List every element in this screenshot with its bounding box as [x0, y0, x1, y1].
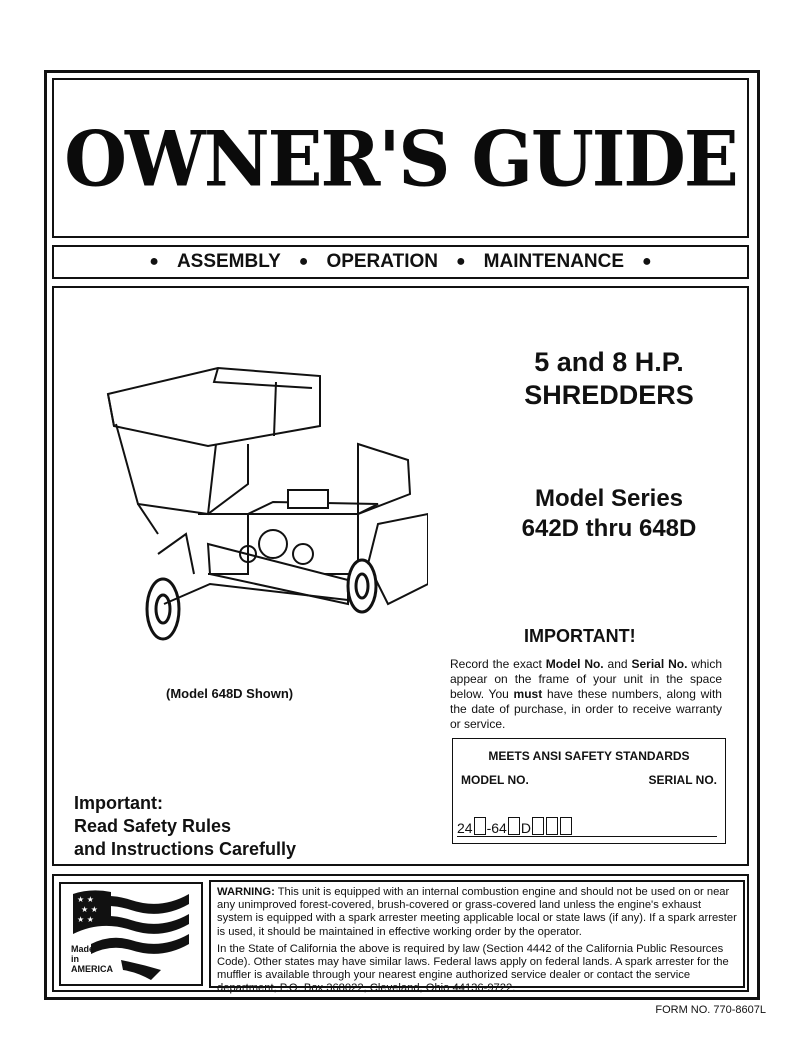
- product-type: SHREDDERS: [524, 380, 694, 410]
- svg-text:★ ★: ★ ★: [81, 905, 98, 914]
- important-heading: IMPORTANT!: [524, 626, 636, 646]
- made-line: Made: [71, 944, 95, 954]
- important-text-part: have these numbers, along with the date of purchase, in order to receive warranty or service.: [450, 687, 722, 731]
- bullet-icon: ●: [149, 253, 159, 270]
- important-text: [450, 657, 722, 732]
- bullet-icon: ●: [642, 253, 652, 270]
- safety-notice: [74, 792, 296, 861]
- model-series-heading: [494, 484, 724, 544]
- entry-box[interactable]: [560, 817, 572, 835]
- series-label: Model Series: [534, 485, 684, 512]
- important-must: must: [513, 687, 543, 701]
- made-line: in: [71, 954, 79, 964]
- svg-text:★ ★: ★ ★: [77, 915, 94, 924]
- form-number: FORM NO. 770-8607L: [655, 1004, 766, 1016]
- model-letter: D: [520, 820, 531, 836]
- important-model-no: Model No.: [545, 657, 604, 671]
- important-text-part: which appear on the frame of your unit in the space below. You: [450, 657, 722, 701]
- bullet-icon: ●: [298, 253, 309, 270]
- important-text-part: Record the exact: [450, 657, 546, 671]
- topic-assembly: ASSEMBLY: [176, 251, 281, 272]
- model-mid: -64: [486, 820, 507, 836]
- topics-band: [52, 245, 749, 279]
- important-serial-no: Serial No.: [631, 657, 688, 671]
- safety-line: Important:: [74, 793, 163, 813]
- bottom-panel: [52, 874, 749, 995]
- warning-box: [209, 880, 745, 995]
- made-line: AMERICA: [71, 964, 113, 974]
- topic-maintenance: MAINTENANCE: [483, 251, 625, 272]
- warning-paragraph: [217, 886, 737, 939]
- safety-line: Read Safety Rules: [74, 816, 232, 836]
- hp-line: 5 and 8 H.P.: [534, 347, 684, 377]
- topic-operation: OPERATION: [326, 251, 438, 272]
- entry-box[interactable]: [508, 817, 520, 835]
- model-no-label: MODEL NO.: [461, 773, 529, 787]
- ansi-heading: MEETS ANSI SAFETY STANDARDS: [488, 749, 690, 763]
- image-caption: (Model 648D Shown): [166, 686, 294, 701]
- serial-no-label: SERIAL NO.: [648, 773, 717, 787]
- warning-text: This unit is equipped with an internal combustion engine and should not be used on or near any unimproved forest-covered, brush-covered or grass-covered land unless the engine's exhaust system is equipped with a spark arrester meeting applicable local or state laws (if any). If a spark arrester is used, it should be maintained in effective working order by the operator.: [217, 886, 737, 938]
- model-serial-entry[interactable]: [457, 816, 717, 837]
- entry-box[interactable]: [532, 817, 544, 835]
- page-title: OWNER'S GUIDE: [64, 113, 737, 204]
- warning-label: WARNING:: [217, 886, 275, 898]
- made-in-america: [71, 944, 113, 974]
- bullet-icon: ●: [455, 253, 466, 270]
- series-range: 642D thru 648D: [521, 515, 697, 542]
- important-text-part: and: [603, 657, 632, 671]
- title-box: [52, 78, 749, 238]
- california-paragraph: In the State of California the above is required by law (Section 4442 of the California Public Resources Code). Other states may have similar laws. Federal laws apply on federal lands. A spark arrester for the muffler is available through your nearest engine authorized service dealer or contact the service department, P.O. Box 368022, Cleveland, Ohio 44136-9722.: [217, 942, 729, 995]
- entry-box[interactable]: [474, 817, 486, 835]
- model-prefix: 24: [457, 820, 473, 836]
- main-panel: [52, 286, 749, 866]
- shredder-illustration: [98, 364, 428, 654]
- flag-box: [59, 882, 203, 986]
- svg-text:★ ★: ★ ★: [77, 895, 94, 904]
- ansi-box: [452, 738, 726, 844]
- entry-box[interactable]: [546, 817, 558, 835]
- horsepower-heading: [494, 346, 724, 412]
- safety-line: and Instructions Carefully: [74, 839, 297, 859]
